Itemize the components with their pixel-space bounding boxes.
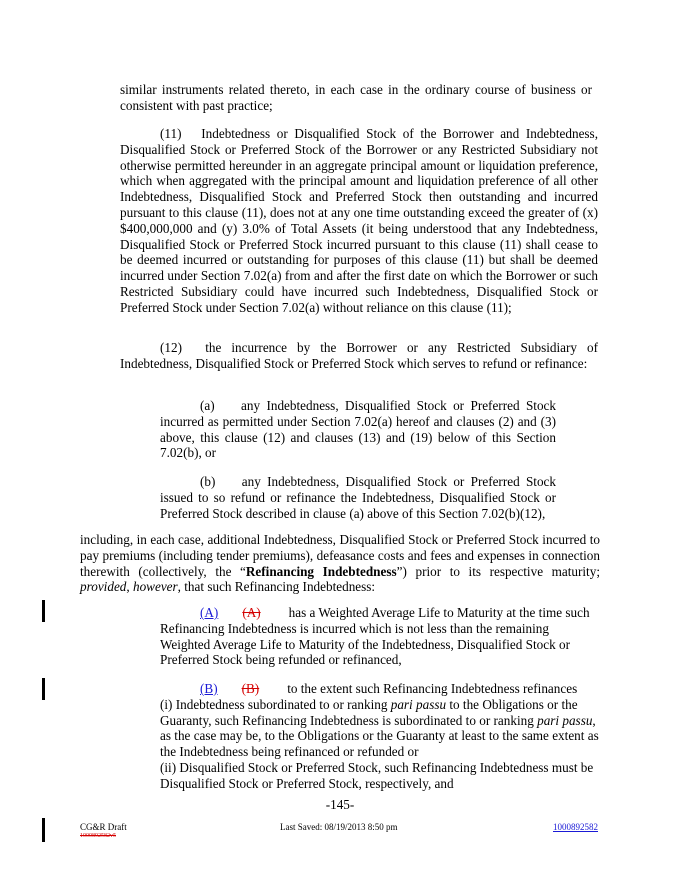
item-B	[160, 681, 600, 792]
change-bar	[42, 600, 45, 622]
item-B-deleted-label: (B)	[241, 681, 260, 696]
item-A	[160, 605, 600, 668]
clause-12a: (a) any Indebtedness, Disqualified Stock or Preferred Stock incurred as permitted under Section 7.02(a) hereof and clauses (2) and (3) above, this clause (12) and clauses (13) and (19) below of this Section 7.02(b), or	[160, 398, 556, 461]
refinancing-indebtedness-term: Refinancing Indebtedness	[245, 563, 397, 579]
including-mid: ”) prior to its respective maturity;	[396, 563, 600, 579]
change-bar	[42, 678, 45, 700]
including-paragraph	[80, 532, 600, 595]
footer-doc-id[interactable]: 1000892582	[553, 822, 598, 832]
clause-12b: (b) any Indebtedness, Disqualified Stock or Preferred Stock issued to so refund or refinance the Indebtedness, Disqualified Stock or Preferred Stock described in clause (a) above of this Section 7.02(b)(12),	[160, 474, 556, 521]
provided-word: provided	[80, 579, 127, 595]
page-number: -145-	[325, 797, 355, 812]
pari-passu: pari passu	[537, 712, 593, 728]
clause-11: (11) Indebtedness or Disqualified Stock of the Borrower and Indebtedness, Disqualified Stock or Preferred Stock of the Borrower or any Restricted Subsidiary not otherwise permitted hereunder in an aggregate principal amount or liquidation preference, which when aggregated with the principal amount and liquidation preference of all other Indebtedness, Disqualified Stock and Preferred Stock then outstanding and incurred pursuant to this clause (11), does not at any one time outstanding exceed the greater of (x) $400,000,000 and (y) 3.0% of Total Assets (it being understood that any Indebtedness, Disqualified Stock or Preferred Stock incurred pursuant to this clause (11) shall cease to be deemed incurred or outstanding for purposes of this clause (11) but shall be deemed incurred under Section 7.02(a) from and after the first date on which the Borrower or such Restricted Subsidiary could have incurred such Indebtedness, Disqualified Stock or Preferred Stock under Section 7.02(a) without reliance on this clause (11);	[120, 126, 598, 315]
including-pre: including, in each case, additional Indebtedness, Disqualified Stock or Preferred Stock incurred to pay premiums (including tender premiums), defeasance costs and fees and expenses in connection therewith (collectively, the “	[80, 532, 600, 579]
para-continuation: similar instruments related thereto, in each case in the ordinary course of business or consistent with past practice;	[120, 82, 592, 113]
item-B-i-mid: to the Obligations or the Guaranty, such Refinancing Indebtedness is subordinated to or ranking	[160, 696, 578, 728]
item-B-inserted-label: (B)	[200, 681, 218, 696]
item-B-text: to the extent such Refinancing Indebtedness refinances	[287, 681, 578, 696]
item-A-inserted-label: (A)	[200, 605, 219, 620]
clause-12: (12) the incurrence by the Borrower or any Restricted Subsidiary of Indebtedness, Disqualified Stock or Preferred Stock which serves to refund or refinance:	[120, 340, 598, 371]
however-word: however	[132, 579, 178, 595]
pari-passu: pari passu	[390, 696, 447, 712]
item-A-text: has a Weighted Average Life to Maturity at the time such Refinancing Indebtedness is incurred which is not less than the remaining Weighted Average Life to Maturity of the Indebtedness, Disqualified Stock or Preferred Stock being refunded or refinanced,	[160, 605, 590, 668]
item-B-ii: (ii) Disqualified Stock or Preferred Stock, such Refinancing Indebtedness must be Disqualified Stock or Preferred Stock, respectively, and	[160, 759, 594, 791]
including-post: , that such Refinancing Indebtedness:	[177, 579, 376, 595]
footer-firm: CG&R Draft	[80, 822, 127, 832]
item-B-i-post: , as the case may be, to the Obligations or the Guaranty at least to the same extent as the Indebtedness being refinanced or refunded or	[160, 712, 599, 760]
item-A-deleted-label: (A)	[242, 605, 261, 620]
footer-last-saved: Last Saved: 08/19/2013 8:50 pm	[280, 822, 398, 832]
change-bar	[42, 818, 45, 842]
comma: ,	[126, 579, 133, 595]
footer-deleted-id: 1000892582v5	[80, 833, 116, 839]
item-B-i-pre: (i) Indebtedness subordinated to or ranking	[160, 696, 391, 712]
